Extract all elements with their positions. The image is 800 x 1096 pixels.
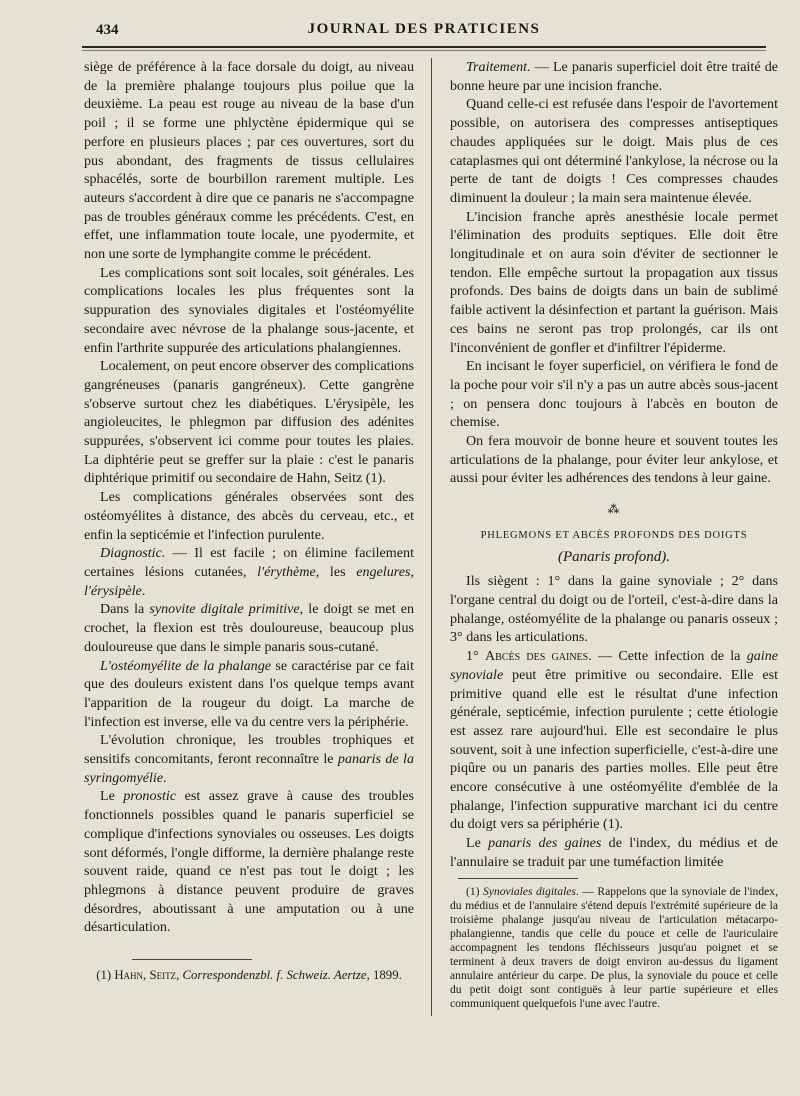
paragraph: Ils siègent : 1° dans la gaine synoviale ; 2° dans l'organe central du doigt ou de l'orteil, c'est-à-dire dans la phalange, ostéomyélite de la phalange ou panaris osseux ; 3° dans les articulations. — [450, 573, 778, 646]
footnote: (1) Synoviales digitales. — Rappelons que la synoviale de l'index, du médius et de l'annulaire s'étend depuis l'extrémité supérieure de la troisième phalange jusqu'au niveau de l'articulation métacarpo-phalangienne, tandis que celle du pouce et celle de l'auriculaire accompagnent les tendons fléchisseurs jusqu'au poignet et se terminent à deux travers de doigt environ au-dessus du ligament annulaire antérieur du carpe. De plus, la synoviale du pouce et celle du petit doigt sont contiguës à leur partie supérieure et elles communiquent quelquefois l'une avec l'autre. — [450, 884, 778, 1010]
paragraph: Les complications générales observées sont des ostéomyélites à distance, des abcès du cerveau, etc., et enfin la septicémie et l'infection purulente. — [84, 489, 414, 543]
run-heading: Diagnostic. — [100, 545, 166, 562]
asterism: ⁂ — [607, 502, 621, 517]
paragraph: Localement, on peut encore observer des complications gangréneuses (panaris gangréneux). Cette gangrène s'observe surtout chez les diabétiques. L'érysipèle, les angioleucites, le phlegmon par diffusion des adénites suppurées, s'observent ici comme pour toutes les plaies. La diphtérie peut se greffer sur la plaie : c'est le panaris diphtérique primitif ou secondaire de Hahn, Seitz (1). — [84, 358, 414, 487]
section-subtitle: (Panaris profond). — [558, 548, 670, 565]
page-number: 434 — [96, 22, 119, 38]
paragraph-treatment: Traitement. — Le panaris superficiel doit être traité de bonne heure par une incision franche. — [450, 59, 778, 94]
paragraph: En incisant le foyer superficiel, on vérifiera le fond de la poche pour voir s'il n'y a pas un autre abcès sous-jacent ; on pensera donc toujours à l'abcès en bouton de chemise. — [450, 358, 778, 431]
page-header — [82, 18, 766, 48]
paragraph: Le panaris des gaines de l'index, du médius et de l'annulaire se traduit par une tuméfaction limitée — [450, 835, 778, 870]
paragraph: 1° Abcès des gaines. — Cette infection de la gaine synoviale peut être primitive ou secondaire. Elle est primitive quand elle est le résultat d'une infection générale, septicémie, infection purulente ; cette étiologie est assez rare aujourd'hui. Elle est secondaire le plus souvent, soit à une infection superficielle, c'est-à-dire une piqûre ou un panaris des parties molles. Elle peut être encore consécutive à une ostéomyélite d'emblée de la phalange, l'infection suppurative marchant ici du centre du doigt vers sa périphérie (1). — [450, 648, 778, 833]
paragraph: Quand celle-ci est refusée dans l'espoir de l'avortement possible, on autorisera des compresses antiseptiques chaudes appliquées sur le doigt. Mais plus de ces cataplasmes qui ont déterminé l'ankylose, la nécrose ou la perte de tant de doigts ! Ces compresses chaudes diminuent la douleur ; la main sera maintenue élevée. — [450, 96, 778, 206]
running-title: JOURNAL DES PRATICIENS — [307, 21, 541, 37]
footnote: (1) Hahn, Seitz, Correspondenzbl. f. Schweiz. Aertze, 1899. — [96, 968, 402, 983]
footnote-rule — [132, 959, 252, 960]
left-column — [84, 58, 414, 1082]
paragraph: L'évolution chronique, les troubles trophiques et sensitifs concomitants, feront reconnaître le panaris de la syringomyélie. — [84, 732, 414, 786]
paragraph: Le pronostic est assez grave à cause des troubles fonctionnels possibles quand le panaris superficiel se complique d'infections synoviales ou osseuses. Les doigts sont déformés, l'ongle difforme, la dernière phalange reste souvent raide, quand ce n'est pas tout le doigt ; les phlegmons à distance peuvent produire de graves désordres, aboutissant à une amputation ou à une désarticulation. — [84, 788, 414, 936]
run-heading: Traitement. — [466, 59, 531, 75]
paragraph: L'incision franche après anesthésie locale permet l'élimination des produits septiques. Elle doit être longitudinale et on aura soin d'éviter de sectionner le tendon. Elle empêche surtout la propagation aux tissus profonds. Des bains de doigts dans un bain de sublimé faible activent la désinfection et partant la guérison. Mais ces bains ne seront pas trop prolongés, car ils ont l'inconvénient de gonfler et d'infiltrer l'épiderme. — [450, 208, 778, 356]
paragraph: Les complications sont soit locales, soit générales. Les complications locales les plus fréquentes sont la suppuration des synoviales digitales et l'ostéomyélite secondaire avec névrose de la phalange sous-jacente, et enfin l'arthrite suppurée des articulations phalangiennes. — [84, 264, 414, 356]
paragraph: Dans la synovite digitale primitive, le doigt se met en crochet, la flexion est très douloureuse, beaucoup plus douloureuse que dans le simple panaris sous-cutané. — [84, 601, 414, 655]
paragraph-diagnostic: Diagnostic. — Il est facile ; on élimine facilement certaines lésions cutanées, l'érythème, les engelures, l'érysipèle. — [84, 545, 414, 599]
section-title: PHLEGMONS ET ABCÈS PROFONDS DES DOIGTS — [480, 529, 748, 541]
paragraph: L'ostéomyélite de la phalange se caractérise par ce fait que des douleurs existent dans l'os quelque temps avant l'apparition de la rougeur du doigt. La marche de l'infection est inverse, elle va du centre vers la périphérie. — [84, 657, 414, 730]
paragraph: siège de préférence à la face dorsale du doigt, au niveau de la première phalange toujours plus poilue que la deuxième. La peau est rouge au niveau de la base d'un poil ; il se forme une phlyctène épidermique qui se perfore en plusieurs places ; par ces ouvertures, sort du pus abondant, des fragments de tissus cellulaires sphacélés, sorte de bourbillon rarement multiple. Les auteurs s'accordent à dire que ce panaris ne s'accompagne pas de troubles généraux comme les précédents. C'est, en effet, une inflammation toute locale, une pyodermite, et non une sorte de lymphangite comme le précédent. — [84, 59, 414, 263]
header-rule — [82, 50, 766, 51]
footnote-rule — [458, 878, 578, 879]
paragraph: On fera mouvoir de bonne heure et souvent toutes les articulations de la phalange, pour éviter leur ankylose, et aussi pour éviter les adhérences des tendons à leur gaine. — [450, 433, 778, 487]
column-divider — [431, 58, 432, 1016]
right-column — [450, 58, 778, 1082]
